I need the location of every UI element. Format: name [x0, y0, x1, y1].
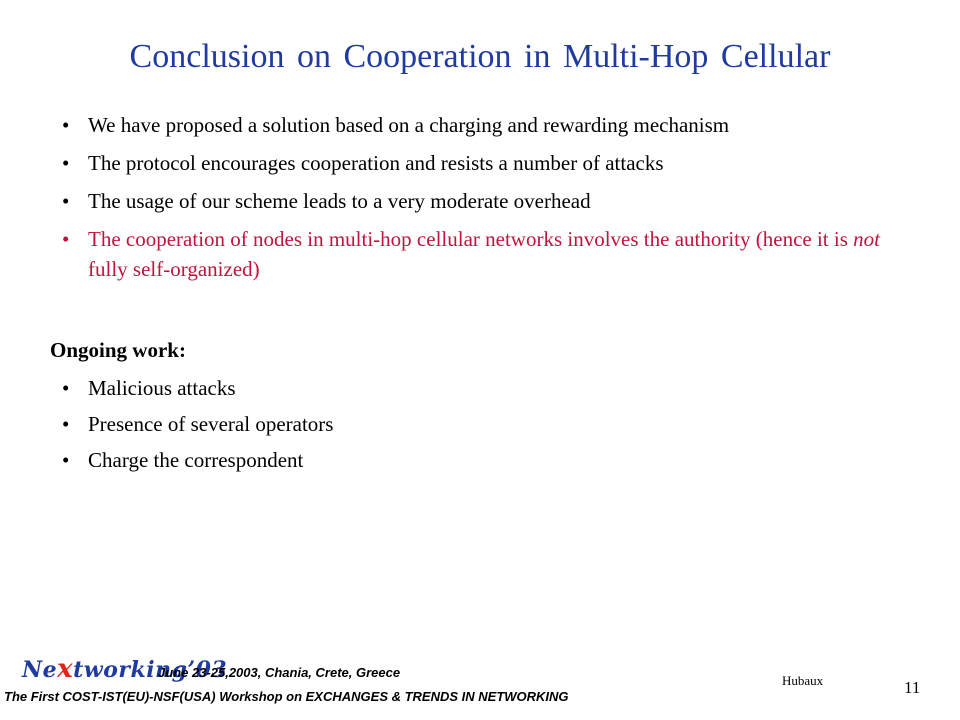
bullet-icon: •: [62, 189, 70, 213]
bullet-icon: •: [62, 113, 70, 137]
ongoing-item-text: Malicious attacks: [88, 376, 236, 400]
bullet-text: The protocol encourages cooperation and resists a number of attacks: [88, 151, 664, 175]
ongoing-work-heading: Ongoing work:: [50, 338, 186, 362]
ongoing-item: [50, 409, 910, 439]
logo-prefix: Ne: [22, 657, 58, 683]
ongoing-work-list: [50, 373, 910, 481]
ongoing-item-text: Presence of several operators: [88, 412, 334, 436]
ongoing-item-text: Charge the correspondent: [88, 448, 304, 472]
bullet-item: [50, 186, 910, 216]
logo-suffix: tworking’03: [73, 657, 228, 683]
bullet-text-end: fully self-organized): [88, 257, 260, 281]
bullet-icon: •: [62, 412, 70, 436]
bullet-list: [50, 110, 910, 292]
bullet-item: [50, 148, 910, 178]
bullet-icon: •: [62, 376, 70, 400]
footer-date-location: June 23-25,2003, Chania, Crete, Greece: [158, 665, 401, 680]
bullet-item: [50, 110, 910, 140]
bullet-text-start: The cooperation of nodes in multi-hop cellular networks involves the authority (hence it is: [88, 227, 854, 251]
page-number: 11: [904, 678, 921, 697]
logo-x: x: [57, 654, 74, 684]
highlighted-bullet-item: [50, 224, 910, 284]
bullet-text: The usage of our scheme leads to a very moderate overhead: [88, 189, 591, 213]
bullet-icon: •: [62, 151, 70, 175]
slide-title: Conclusion on Cooperation in Multi-Hop Cellular: [129, 38, 831, 75]
bullet-icon: •: [62, 448, 70, 472]
footer-workshop: The First COST-IST(EU)-NSF(USA) Workshop on EXCHANGES & TRENDS IN NETWORKING: [4, 689, 569, 704]
footer-author: Hubaux: [782, 673, 824, 688]
ongoing-item: [50, 373, 910, 403]
ongoing-item: [50, 445, 910, 475]
bullet-text-emphasis: not: [853, 227, 880, 251]
bullet-text: We have proposed a solution based on a charging and rewarding mechanism: [88, 113, 730, 137]
bullet-icon: •: [62, 227, 70, 251]
